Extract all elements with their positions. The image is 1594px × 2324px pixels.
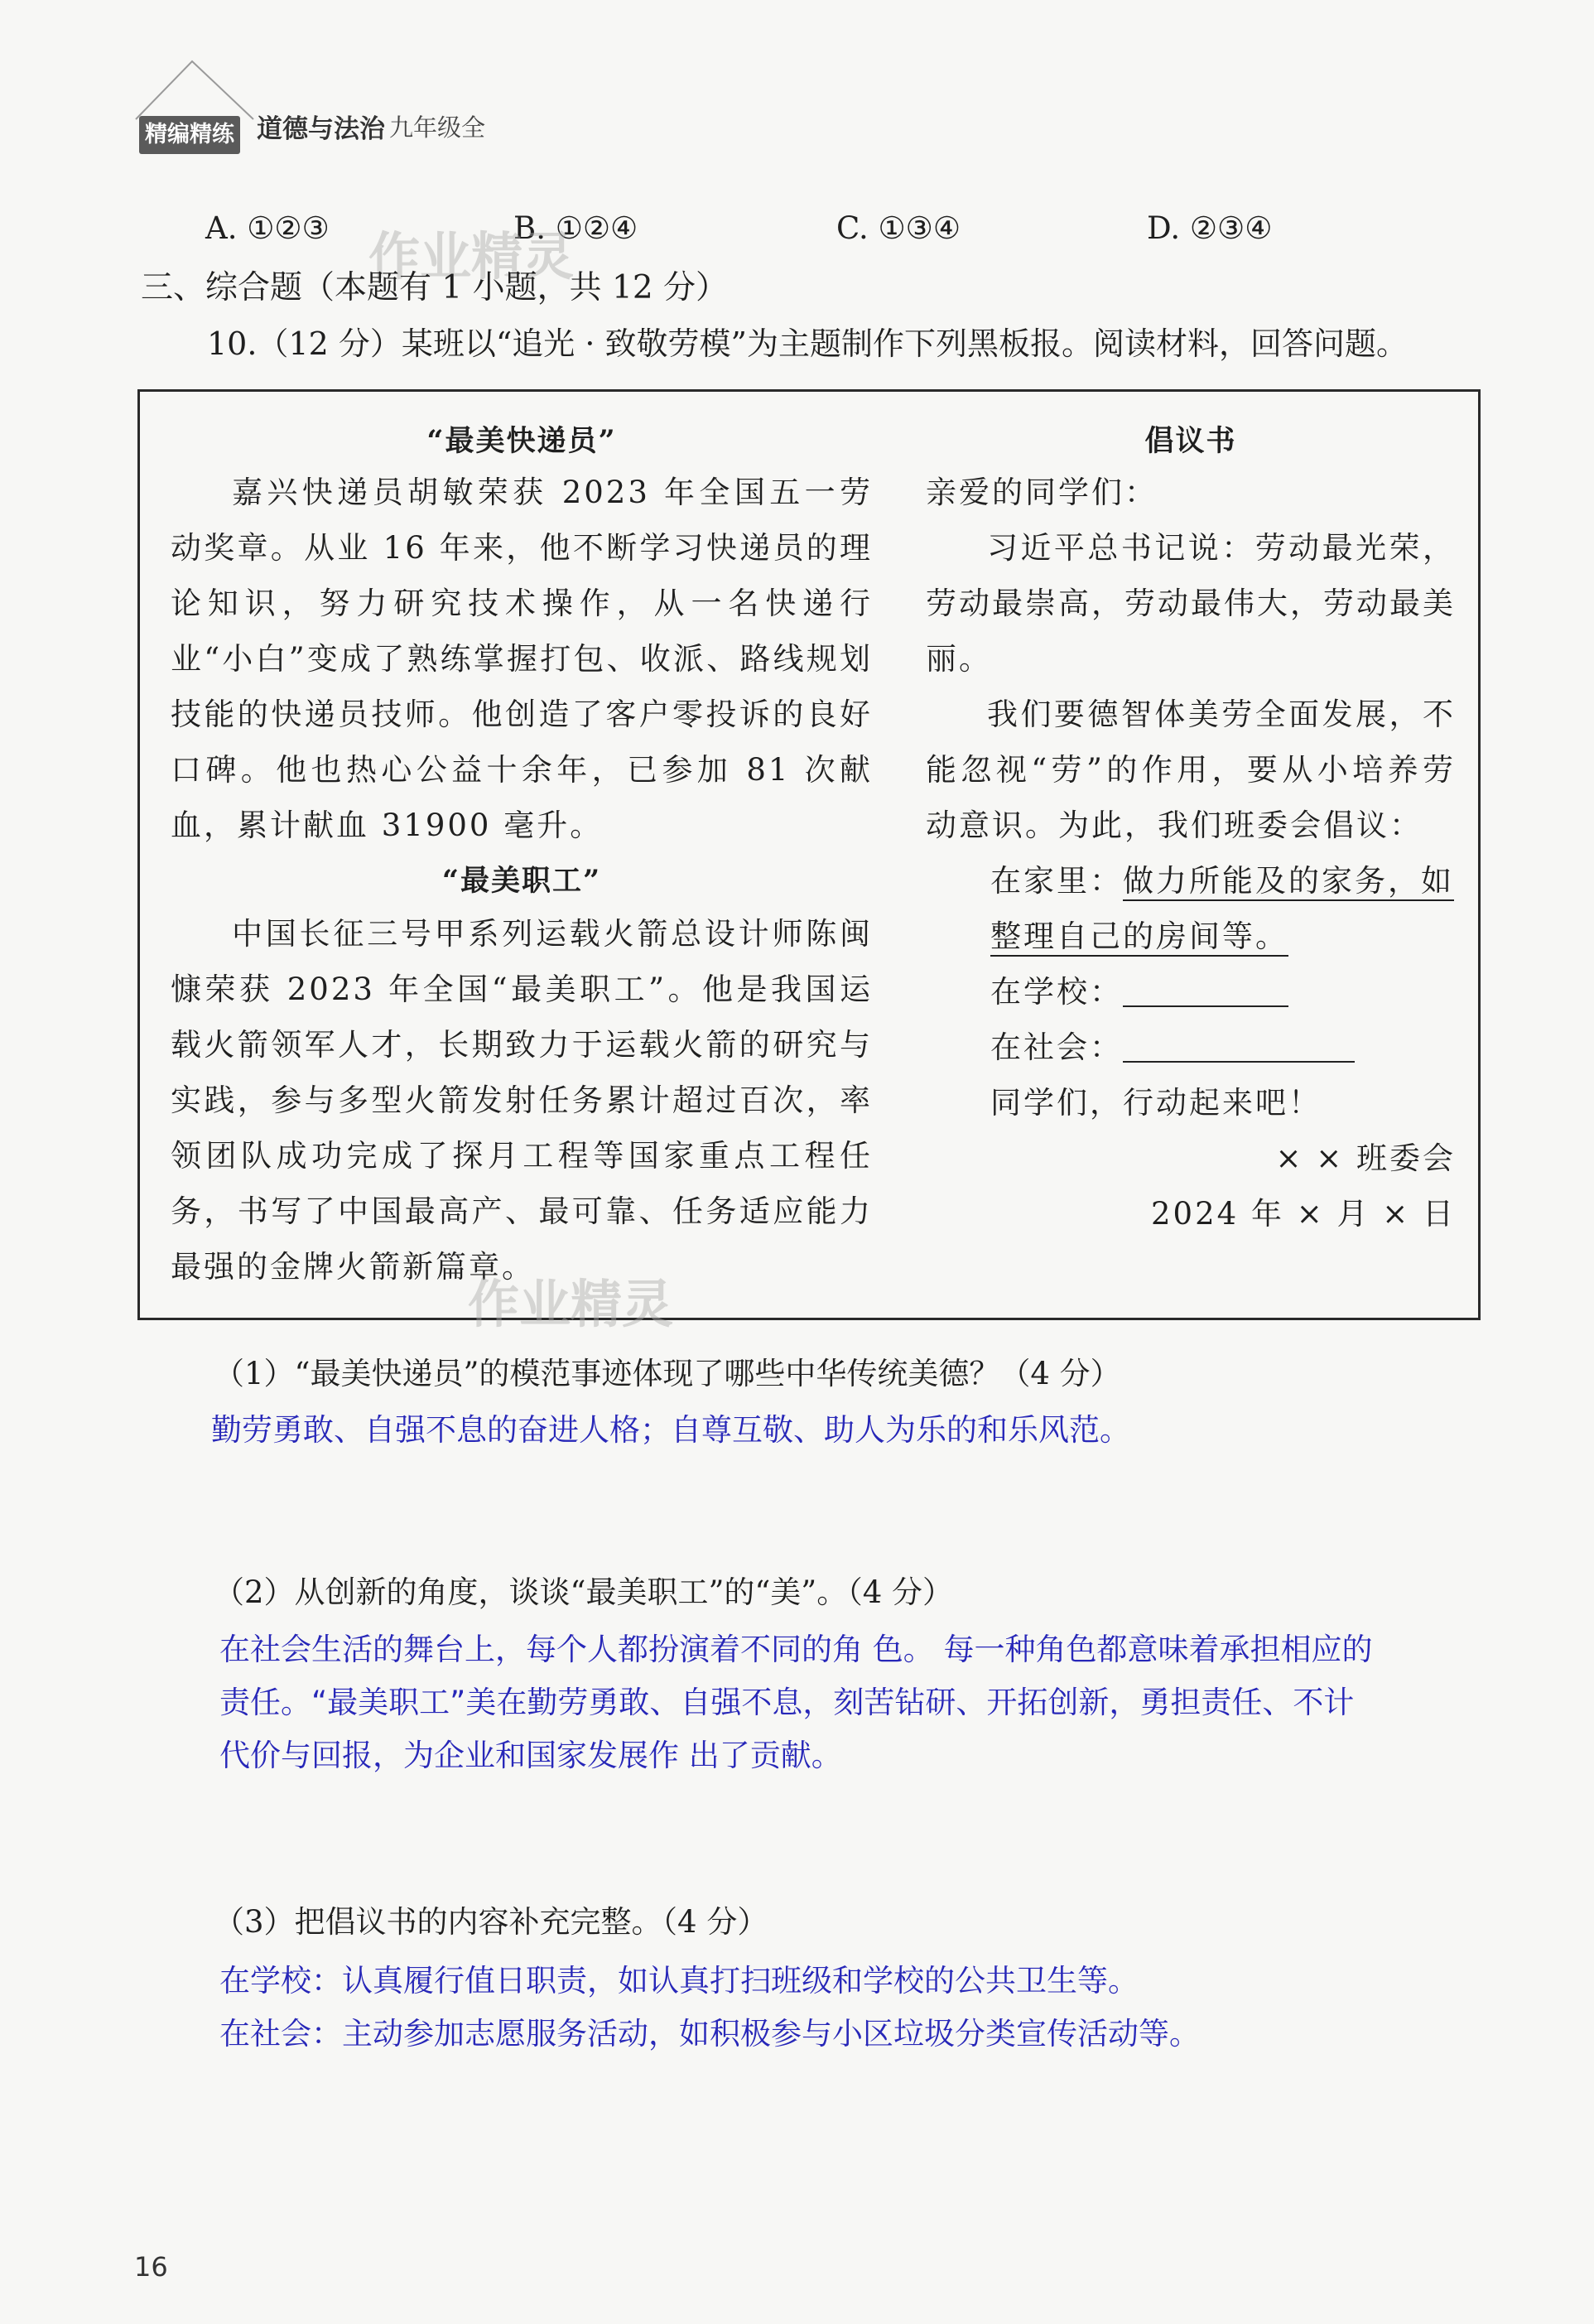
worker-paragraph: 中国长征三号甲系列运载火箭总设计师陈闽慷荣获 2023 年全国“最美职工”。他是我国运载火箭领军人才，长期致力于运载火箭的研究与实践，参与多型火箭发射任务累计超过百次，率领团队成功完成了探月工程等国家重点工程任务，书写了中国最高产、最可靠、任务适应能力最强的金牌火箭新篇章。 [171,916,873,1285]
board-left-column [171,418,873,1295]
grade-label: 九年级全 [389,113,486,142]
subq2-answer-line: 代价与回报，为企业和国家发展作 出了贡献。 [219,1738,842,1773]
board-right-column [926,418,1456,1242]
option-b: B. ①②④ [513,210,638,246]
home-text: 做力所能及的家务，如整理自己的房间等。 [990,863,1454,954]
proposal-school-line [926,964,1456,1020]
subq3-answer [219,1955,1200,2061]
subq2-answer [219,1623,1373,1782]
brand-roof-icon [132,58,257,120]
subq2-answer-line: 在社会生活的舞台上，每个人都扮演着不同的角 色。 每一种角色都意味着承担相应的 [219,1632,1373,1667]
subq1-answer: 勤劳勇敢、自强不息的奋进人格；自尊互敬、助人为乐的和乐风范。 [211,1412,1130,1448]
page-number: 16 [134,2251,168,2283]
watermark: 作业精灵 [468,1274,674,1334]
option-c: C. ①③④ [836,210,961,246]
option-a: A. ①②③ [205,210,330,246]
courier-title: “最美快递员” [426,424,617,458]
question-10-stem: 10.（12 分）某班以“追光 · 致敬劳模”为主题制作下列黑板报。阅读材料，回答问题。 [207,325,1408,362]
courier-paragraph: 嘉兴快递员胡敏荣获 2023 年全国五一劳动奖章。从业 16 年来，他不断学习快递员的理论知识，努力研究技术操作，从一名快递行业“小白”变成了熟练掌握打包、收派、路线规划技能的快递员技师。他创造了客户零投诉的良好口碑。他也热心公益十余年，已参加 81 次献血，累计献血 31900 毫升。 [171,475,873,843]
proposal-greeting: 亲爱的同学们： [926,475,1158,510]
proposal-closing: 同学们，行动起来吧！ [990,1085,1322,1121]
worker-title: “最美职工” [441,864,602,898]
proposal-paragraph-1: 习近平总书记说：劳动最光荣，劳动最崇高，劳动最伟大，劳动最美丽。 [926,530,1456,677]
subq3-answer-line: 在社会：主动参加志愿服务活动，如积极参与小区垃圾分类宣传活动等。 [219,2016,1200,2052]
subq3-question: （3）把倡议书的内容补充完整。（4 分） [214,1904,768,1940]
option-d: D. ②③④ [1147,210,1273,246]
proposal-home-line [926,853,1456,964]
proposal-signature: × × 班委会 [1275,1140,1456,1176]
subq2-answer-line: 责任。“最美职工”美在勤劳勇敢、自强不息，刻苦钻研、开拓创新，勇担责任、不计 [219,1685,1355,1720]
home-label: 在家里： [990,863,1123,899]
society-blank[interactable] [1123,1028,1355,1063]
watermark: 作业精灵 [368,226,575,287]
proposal-title: 倡议书 [1144,424,1237,458]
subq2-question: （2）从创新的角度，谈谈“最美职工”的“美”。（4 分） [214,1574,954,1610]
subq1-question: （1）“最美快递员”的模范事迹体现了哪些中华传统美德？（4 分） [214,1356,1121,1391]
society-label: 在社会： [990,1029,1123,1065]
brand-badge: 精编精练 [139,116,240,154]
proposal-society-line [926,1020,1456,1075]
proposal-paragraph-2: 我们要德智体美劳全面发展，不能忽视“劳”的作用，要从小培养劳动意识。为此，我们班委会倡议： [926,697,1456,843]
subject-title: 道德与法治 [257,114,385,144]
school-label: 在学校： [990,974,1123,1010]
subq3-answer-line: 在学校：认真履行值日职责，如认真打扫班级和学校的公共卫生等。 [219,1963,1139,1999]
school-blank[interactable] [1123,972,1288,1007]
proposal-date: 2024 年 × 月 × 日 [1151,1196,1456,1232]
section-heading: 三、综合题（本题有 1 小题，共 12 分） [141,269,729,306]
